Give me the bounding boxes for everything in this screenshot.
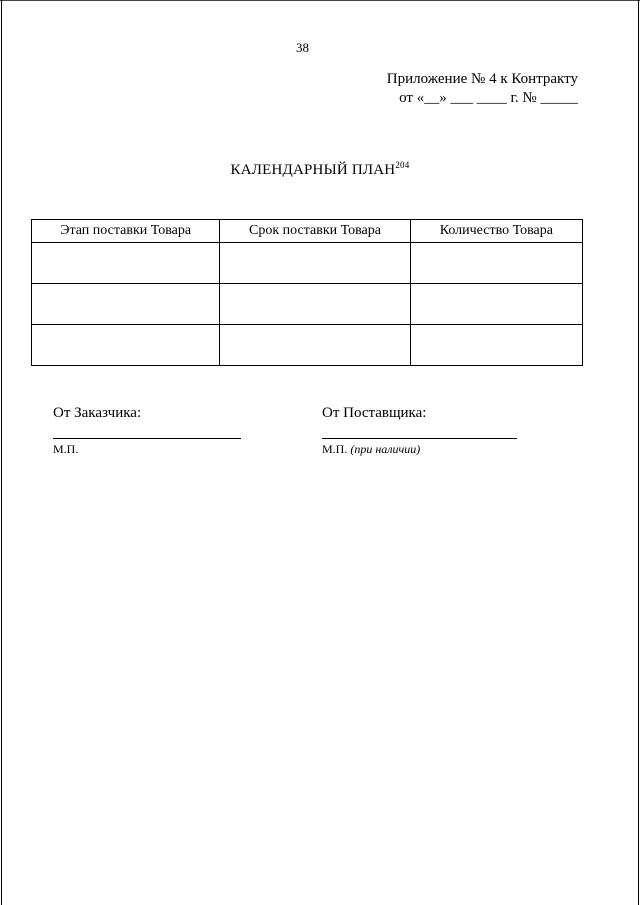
table-cell — [220, 284, 410, 325]
page-edge-top — [0, 0, 640, 1]
appendix-line-1: Приложение № 4 к Контракту — [386, 71, 578, 87]
supplier-stamp-note: (при наличии) — [350, 442, 421, 456]
table-header-row — [32, 220, 583, 243]
appendix-line-2: от «__» ___ ____ г. № _____ — [399, 90, 578, 106]
table-cell — [410, 325, 582, 366]
supplier-stamp-place — [322, 442, 420, 457]
header-quantity: Количество Товара — [410, 220, 582, 243]
table-cell — [32, 284, 220, 325]
table-row — [32, 325, 583, 366]
supplier-stamp-label: М.П. — [322, 442, 348, 456]
header-delivery-term: Срок поставки Товара — [220, 220, 410, 243]
title-footnote-mark: 204 — [395, 160, 410, 170]
appendix-reference — [387, 70, 578, 108]
page-number: 38 — [296, 40, 309, 55]
table-row — [32, 243, 583, 284]
customer-signature-block — [53, 405, 142, 456]
page-edge-left — [1, 0, 2, 905]
page-edge-right — [638, 0, 639, 905]
title-text: КАЛЕНДАРНЫЙ ПЛАН — [230, 162, 396, 178]
supplier-signature-line — [322, 438, 517, 439]
supplier-signature-block — [322, 405, 427, 456]
customer-label: От Заказчика: — [53, 405, 142, 421]
table-cell — [32, 325, 220, 366]
table-row — [32, 284, 583, 325]
supplier-label: От Поставщика: — [322, 405, 427, 421]
table-cell — [410, 284, 582, 325]
schedule-table — [31, 219, 583, 366]
table-cell — [220, 325, 410, 366]
customer-stamp-place — [53, 442, 78, 457]
table-cell — [32, 243, 220, 284]
header-stage: Этап поставки Товара — [32, 220, 220, 243]
customer-signature-line — [53, 438, 241, 439]
table-cell — [410, 243, 582, 284]
customer-stamp-label: М.П. — [53, 442, 79, 456]
table-cell — [220, 243, 410, 284]
document-title — [0, 160, 640, 179]
